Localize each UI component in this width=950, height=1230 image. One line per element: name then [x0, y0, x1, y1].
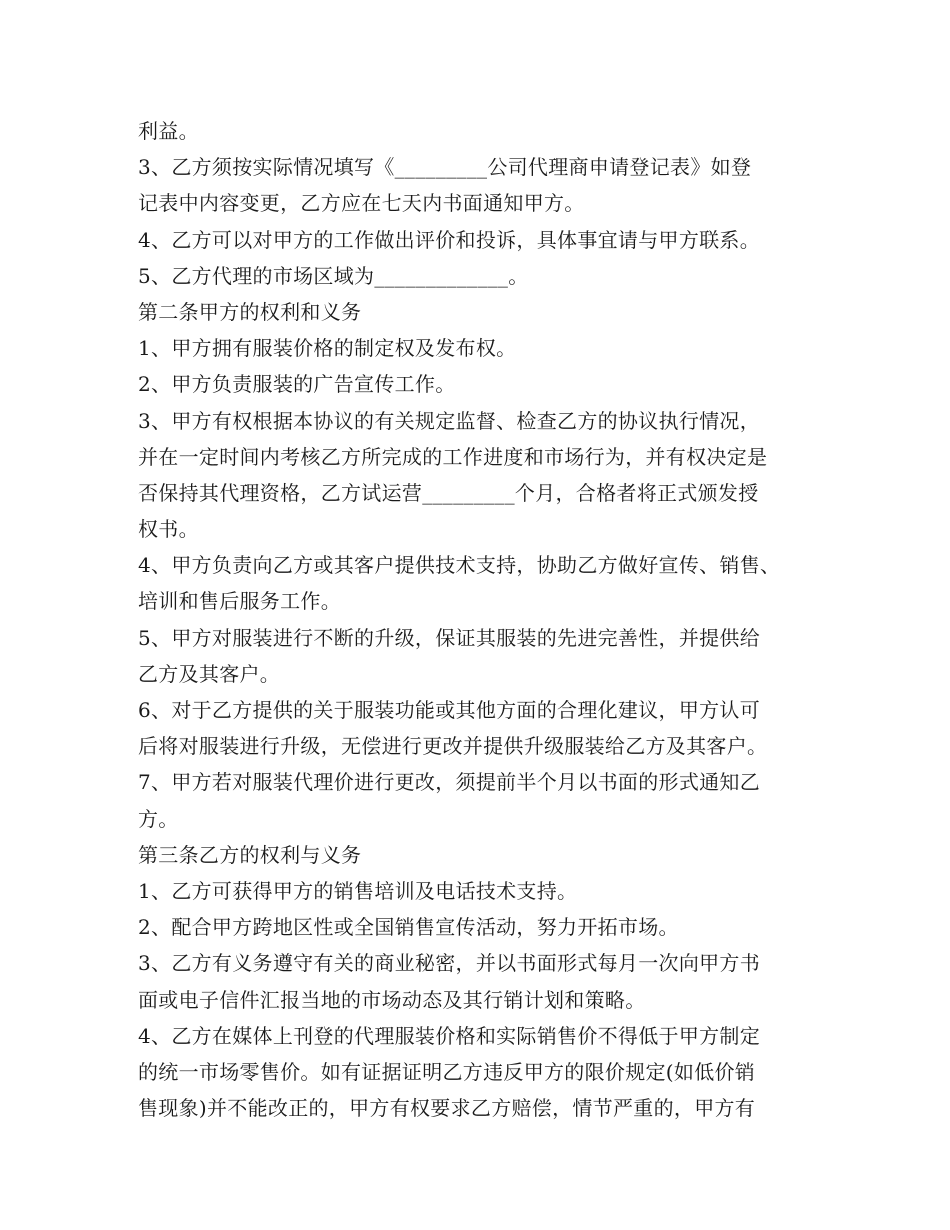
- section-heading: 第二条甲方的权利和义务: [138, 299, 362, 324]
- text-line: 否保持其代理资格，乙方试运营_________个月，合格者将正式颁发授: [138, 480, 759, 505]
- text-line: 7、甲方若对服装代理价进行更改，须提前半个月以书面的形式通知乙: [138, 770, 761, 795]
- text-line: 5、甲方对服装进行不断的升级，保证其服装的先进完善性，并提供给: [138, 625, 761, 650]
- text-line: 乙方及其客户。: [138, 661, 281, 686]
- text-line: 5、乙方代理的市场区域为_____________。: [138, 263, 529, 288]
- text-line: 后将对服装进行升级，无偿进行更改并提供升级服装给乙方及其客户。: [138, 734, 768, 759]
- text-line: 利益。: [138, 119, 199, 143]
- text-line: 6、对于乙方提供的关于服装功能或其他方面的合理化建议，甲方认可: [138, 698, 761, 722]
- text-line: 记表中内容变更，乙方应在七天内书面通知甲方。: [138, 191, 585, 216]
- text-line: 4、乙方可以对甲方的工作做出评价和投诉，具体事宜请与甲方联系。: [138, 227, 761, 252]
- text-line: 3、乙方有义务遵守有关的商业秘密，并以书面形式每月一次向甲方书: [138, 951, 761, 976]
- text-line: 1、甲方拥有服装价格的制定权及发布权。: [138, 336, 517, 361]
- text-line: 4、乙方在媒体上刊登的代理服装价格和实际销售价不得低于甲方制定: [138, 1023, 761, 1048]
- text-line: 3、乙方须按实际情况填写《_________公司代理商申请登记表》如登: [138, 155, 752, 180]
- text-line: 方。: [138, 806, 179, 831]
- text-line: 的统一市场零售价。如有证据证明乙方违反甲方的限价规定(如低价销: [138, 1059, 756, 1084]
- text-line: 2、配合甲方跨地区性或全国销售宣传活动，努力开拓市场。: [138, 915, 679, 940]
- document-body: [138, 113, 838, 1126]
- text-line: 1、乙方可获得甲方的销售培训及电话技术支持。: [138, 878, 578, 903]
- text-line: 并在一定时间内考核乙方所完成的工作进度和市场行为，并有权决定是: [138, 444, 768, 469]
- text-line: 4、甲方负责向乙方或其客户提供技术支持，协助乙方做好宣传、销售、: [138, 553, 781, 578]
- text-line: 2、甲方负责服装的广告宣传工作。: [138, 372, 456, 397]
- text-line: 售现象)并不能改正的，甲方有权要求乙方赔偿，情节严重的，甲方有: [138, 1096, 756, 1121]
- text-line: 培训和售后服务工作。: [138, 589, 341, 614]
- text-line: 面或电子信件汇报当地的市场动态及其行销计划和策略。: [138, 987, 646, 1012]
- section-heading: 第三条乙方的权利与义务: [138, 842, 362, 867]
- text-line: 权书。: [138, 517, 199, 542]
- text-line: 3、甲方有权根据本协议的有关规定监督、检查乙方的协议执行情况，: [138, 408, 761, 433]
